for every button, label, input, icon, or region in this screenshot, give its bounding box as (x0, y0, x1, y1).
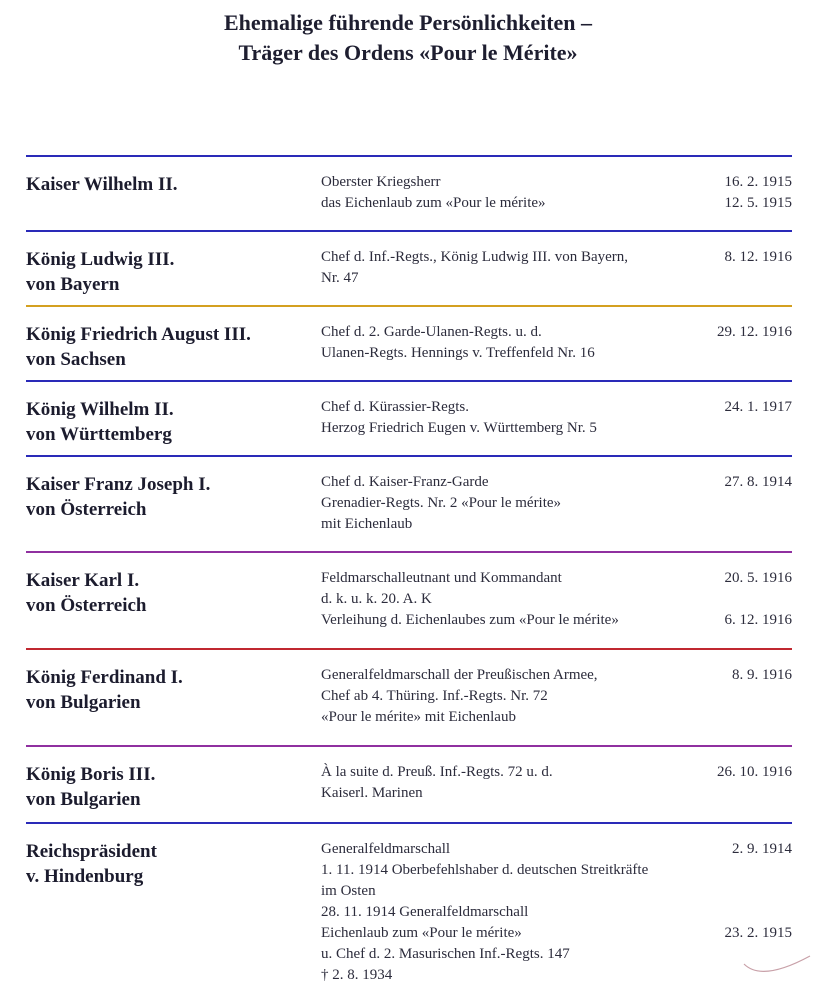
date-line: 26. 10. 1916 (717, 764, 792, 780)
date-line (682, 343, 792, 364)
entry-name (26, 472, 311, 522)
description-line: † 2. 8. 1934 (321, 967, 393, 983)
entry-description (321, 397, 721, 439)
description-line: Eichenlaub zum «Pour le mérite» (321, 925, 522, 941)
entry-divider (26, 822, 792, 824)
entry-name (26, 568, 311, 618)
entry-name-line-1: König Ludwig III. (26, 249, 175, 270)
date-line (682, 589, 792, 610)
entry-name-line-2: von Bayern (26, 274, 120, 295)
entry-name-line-2: von Sachsen (26, 349, 126, 370)
entry-dates (682, 762, 792, 804)
date-line: 16. 2. 1915 (724, 174, 792, 190)
description-line: Nr. 47 (321, 270, 359, 286)
entry-name-line-1: Kaiser Wilhelm II. (26, 174, 178, 195)
entry-divider (26, 455, 792, 457)
entry-name (26, 839, 311, 889)
entry-divider (26, 230, 792, 232)
date-line (682, 881, 792, 902)
date-line (682, 268, 792, 289)
entry-name-line-1: König Friedrich August III. (26, 324, 251, 345)
entry-description (321, 568, 721, 631)
entry-divider (26, 380, 792, 382)
entry-name-line-1: König Wilhelm II. (26, 399, 174, 420)
description-line: Feldmarschalleutnant und Kommandant (321, 570, 562, 586)
entry-divider (26, 745, 792, 747)
entry-divider (26, 155, 792, 157)
entry-dates (682, 172, 792, 214)
entry-name (26, 397, 311, 447)
description-line: 28. 11. 1914 Generalfeldmarschall (321, 904, 529, 920)
page-title (0, 8, 816, 68)
description-line: Verleihung d. Eichenlaubes zum «Pour le mérite» (321, 612, 619, 628)
entry-name-line-2: von Württemberg (26, 424, 172, 445)
date-line (682, 493, 792, 514)
entry-description (321, 247, 721, 289)
date-line (682, 514, 792, 535)
date-line (682, 860, 792, 881)
date-line: 27. 8. 1914 (724, 474, 792, 490)
description-line: Generalfeldmarschall der Preußischen Armee, (321, 667, 598, 683)
entry-name-line-2: von Bulgarien (26, 789, 141, 810)
date-line: 20. 5. 1916 (724, 570, 792, 586)
entry-name-line-2: von Österreich (26, 595, 147, 616)
entry-name (26, 172, 311, 197)
entry-divider (26, 551, 792, 553)
entry-name (26, 762, 311, 812)
entry-divider (26, 305, 792, 307)
description-line: Chef d. Inf.-Regts., König Ludwig III. von Bayern, (321, 249, 629, 265)
entry-name (26, 247, 311, 297)
description-line: u. Chef d. 2. Masurischen Inf.-Regts. 147 (321, 946, 570, 962)
description-line: Oberster Kriegsherr (321, 174, 441, 190)
description-line: mit Eichenlaub (321, 516, 413, 532)
description-line: das Eichenlaub zum «Pour le mérite» (321, 195, 546, 211)
entry-description (321, 665, 721, 728)
entry-dates (682, 472, 792, 535)
pen-stroke-mark (742, 952, 812, 982)
entry-description (321, 839, 721, 986)
page-title-line-2: Träger des Ordens «Pour le Mérite» (238, 40, 578, 65)
date-line: 2. 9. 1914 (732, 841, 792, 857)
description-line: Chef d. 2. Garde-Ulanen-Regts. u. d. (321, 324, 542, 340)
entry-name-line-1: König Boris III. (26, 764, 156, 785)
entry-name-line-2: von Bulgarien (26, 692, 141, 713)
date-line: 12. 5. 1915 (724, 195, 792, 211)
entry-name-line-1: König Ferdinand I. (26, 667, 183, 688)
date-line (682, 783, 792, 804)
description-line: À la suite d. Preuß. Inf.-Regts. 72 u. d. (321, 764, 553, 780)
description-line: Herzog Friedrich Eugen v. Württemberg Nr. 5 (321, 420, 597, 436)
description-line: Generalfeldmarschall (321, 841, 451, 857)
date-line: 8. 9. 1916 (732, 667, 792, 683)
date-line: 8. 12. 1916 (724, 249, 792, 265)
description-line: Chef d. Kaiser-Franz-Garde (321, 474, 489, 490)
date-line: 6. 12. 1916 (724, 612, 792, 628)
date-line: 29. 12. 1916 (717, 324, 792, 340)
entry-dates (682, 322, 792, 364)
entry-name-line-2: von Österreich (26, 499, 147, 520)
description-line: Ulanen-Regts. Hennings v. Treffenfeld Nr. 16 (321, 345, 595, 361)
description-line: im Osten (321, 883, 376, 899)
entry-divider (26, 648, 792, 650)
date-line (682, 686, 792, 707)
date-line: 24. 1. 1917 (724, 399, 792, 415)
page-title-line-1: Ehemalige führende Persönlichkeiten – (223, 10, 593, 35)
description-line: Kaiserl. Marinen (321, 785, 423, 801)
description-line: 1. 11. 1914 Oberbefehlshaber d. deutschen Streitkräfte (321, 862, 649, 878)
date-line (682, 707, 792, 728)
entry-name-line-2: v. Hindenburg (26, 866, 144, 887)
entry-name (26, 665, 311, 715)
entry-dates (682, 665, 792, 728)
date-line: 23. 2. 1915 (724, 925, 792, 941)
entry-description (321, 322, 721, 364)
description-line: Grenadier-Regts. Nr. 2 «Pour le mérite» (321, 495, 562, 511)
entry-name-line-1: Kaiser Karl I. (26, 570, 140, 591)
entry-name (26, 322, 311, 372)
entry-name-line-1: Reichspräsident (26, 841, 157, 862)
description-line: d. k. u. k. 20. A. K (321, 591, 432, 607)
entry-dates (682, 568, 792, 631)
date-line (682, 418, 792, 439)
entry-description (321, 472, 721, 535)
entry-dates (682, 247, 792, 289)
entry-name-line-1: Kaiser Franz Joseph I. (26, 474, 211, 495)
description-line: Chef ab 4. Thüring. Inf.-Regts. Nr. 72 (321, 688, 548, 704)
description-line: «Pour le mérite» mit Eichenlaub (321, 709, 516, 725)
entry-description (321, 172, 721, 214)
date-line (682, 902, 792, 923)
entry-description (321, 762, 721, 804)
description-line: Chef d. Kürassier-Regts. (321, 399, 470, 415)
entry-dates (682, 397, 792, 439)
